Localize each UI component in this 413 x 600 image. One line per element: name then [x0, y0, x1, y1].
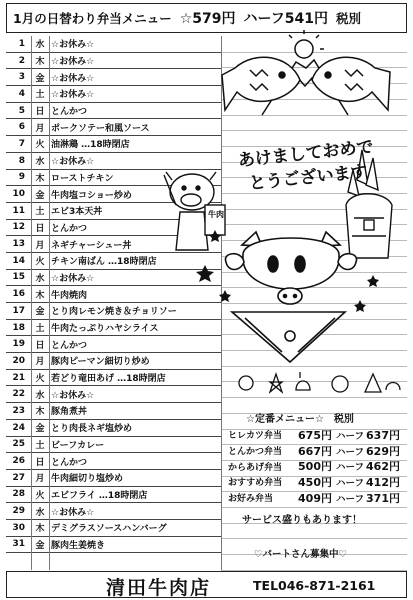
- weekday-label: 日: [35, 223, 45, 234]
- cow-mascot-icon: [225, 232, 356, 362]
- weekday-label: 月: [35, 474, 45, 485]
- weekday-label: 火: [35, 374, 45, 385]
- header-price-full: ☆579円: [179, 11, 236, 27]
- menu-item-name: デミグラスソースハンバーグ: [51, 524, 167, 535]
- day-number: 10: [12, 189, 25, 200]
- fixed-menu-price: 675円: [298, 428, 332, 442]
- fixed-menu-row: [228, 427, 408, 443]
- service-note: サービス盛りもあります！: [242, 515, 362, 526]
- fixed-menu-price: 667円: [298, 444, 332, 458]
- day-number: 25: [12, 439, 25, 450]
- menu-item-name: 牛肉たっぷりハヤシライス: [51, 324, 159, 335]
- weekday-label: 日: [35, 340, 45, 351]
- day-number: 18: [12, 322, 25, 333]
- menu-item-name: ☆お休み☆: [51, 390, 95, 401]
- weekday-label: 木: [35, 173, 45, 184]
- day-number: 9: [18, 172, 25, 183]
- half-size-price: 637円: [366, 428, 400, 442]
- weekday-label: 金: [35, 307, 45, 318]
- menu-item-name: ポークソテー和風ソース: [51, 123, 150, 134]
- fixed-menu-price: 450円: [298, 475, 332, 489]
- day-number: 27: [12, 472, 25, 483]
- day-number: 1: [18, 38, 25, 49]
- fixed-menu-title: ☆定番メニュー☆ 税別: [246, 414, 354, 425]
- new-year-ornaments-icon: [239, 372, 400, 392]
- fixed-menu-row: [228, 458, 408, 474]
- menu-item-name: とんかつ: [51, 457, 88, 468]
- menu-item-name: ☆お休み☆: [51, 157, 95, 168]
- menu-item-name: ☆お休み☆: [51, 507, 95, 518]
- menu-item-name: 油淋鶏 …18時閉店: [51, 140, 130, 151]
- menu-item-name: とんかつ: [51, 107, 88, 118]
- weekday-label: 金: [35, 190, 45, 201]
- half-size-label: ハーフ: [335, 493, 364, 505]
- menu-item-name: 豚肉生姜焼き: [51, 540, 106, 551]
- weekday-label: 水: [35, 273, 45, 284]
- weekday-label: 金: [35, 540, 45, 551]
- weekday-label: 日: [35, 107, 45, 118]
- day-number: 17: [12, 305, 25, 316]
- weekday-label: 土: [35, 324, 45, 335]
- weekday-label: 木: [35, 524, 45, 535]
- greeting-text: あけましておめでとうございます: [237, 137, 375, 195]
- weekday-label: 火: [35, 257, 45, 268]
- day-number: 4: [18, 88, 25, 99]
- half-size-price: 629円: [366, 444, 400, 458]
- fixed-menu-row: [228, 443, 408, 459]
- day-number: 11: [12, 205, 25, 216]
- weekday-label: 月: [35, 240, 45, 251]
- half-size-label: ハーフ: [335, 462, 364, 474]
- part-time-recruit-note: ♡パートさん募集中♡: [254, 549, 348, 560]
- weekday-label: 火: [35, 490, 45, 501]
- menu-item-name: 牛肉細切り塩炒め: [51, 474, 124, 485]
- menu-item-name: ☆お休み☆: [51, 90, 95, 101]
- fixed-menu-name: おすすめ弁当: [228, 478, 283, 489]
- weekday-label: 土: [35, 440, 45, 451]
- day-number: 20: [12, 355, 25, 366]
- weekday-label: 月: [35, 123, 45, 134]
- menu-item-name: とんかつ: [51, 223, 88, 234]
- day-number: 6: [18, 122, 25, 133]
- sea-bream-icon: [312, 57, 390, 110]
- fixed-menu-name: お好み弁当: [228, 494, 274, 505]
- fixed-menu-list: [228, 427, 408, 505]
- menu-item-name: ビーフカレー: [51, 440, 105, 451]
- day-number: 2: [18, 55, 25, 66]
- weekday-label: 水: [35, 157, 45, 168]
- half-size-label: ハーフ: [335, 446, 364, 458]
- half-size-label: ハーフ: [335, 430, 364, 442]
- weekday-label: 木: [35, 407, 45, 418]
- weekday-label: 水: [35, 390, 45, 401]
- telephone-number: TEL046-871-2161: [253, 578, 376, 593]
- day-number: 23: [12, 405, 25, 416]
- fixed-menu-row: [228, 490, 408, 506]
- menu-item-name: エビフライ …18時閉店: [51, 490, 148, 501]
- menu-item-name: 若どり竜田あげ …18時閉店: [51, 374, 166, 385]
- menu-item-name: ☆お休み☆: [51, 40, 95, 51]
- fixed-menu-name: とんかつ弁当: [228, 447, 283, 458]
- header-tax: 税別: [336, 11, 362, 26]
- day-number: 7: [18, 138, 25, 149]
- weekday-label: 月: [35, 357, 45, 368]
- day-number: 29: [12, 506, 25, 517]
- menu-item-name: 豚肉ピーマン細切り炒め: [51, 357, 150, 368]
- weekday-label: 火: [35, 140, 45, 151]
- sea-bream-icon: [222, 57, 300, 110]
- header-price-half: ハーフ541円: [243, 11, 329, 27]
- fixed-menu-price: 409円: [298, 491, 332, 505]
- day-number: 28: [12, 489, 25, 500]
- day-number: 5: [18, 105, 25, 116]
- fixed-menu-name: ヒレカツ弁当: [228, 431, 283, 442]
- menu-item-name: 牛肉焼肉: [51, 290, 88, 301]
- weekday-label: 土: [35, 90, 45, 101]
- weekday-label: 水: [35, 40, 45, 51]
- day-number: 3: [18, 72, 25, 83]
- menu-item-name: とり肉レモン焼き＆チョリソー: [51, 307, 177, 318]
- day-number: 19: [12, 339, 25, 350]
- sign-label: 牛肉: [208, 210, 224, 219]
- weekday-label: 日: [35, 457, 45, 468]
- weekday-label: 水: [35, 507, 45, 518]
- day-number: 13: [12, 239, 25, 250]
- menu-item-name: 豚角煮丼: [51, 407, 88, 418]
- half-size-price: 371円: [366, 491, 400, 505]
- menu-item-name: ☆お休み☆: [51, 73, 95, 84]
- weekday-label: 木: [35, 290, 45, 301]
- menu-item-name: チキン南ばん …18時閉店: [51, 257, 157, 268]
- day-number: 15: [12, 272, 25, 283]
- shop-name: 清田牛肉店: [106, 577, 212, 599]
- day-number: 12: [12, 222, 25, 233]
- menu-item-name: ☆お休み☆: [51, 273, 95, 284]
- menu-item-name: ローストチキン: [51, 173, 114, 184]
- fixed-menu-row: [228, 474, 408, 490]
- day-number: 22: [12, 389, 25, 400]
- weekday-label: 金: [35, 73, 45, 84]
- day-number: 31: [12, 539, 25, 550]
- day-number: 26: [12, 456, 25, 467]
- weekday-label: 土: [35, 207, 45, 218]
- half-size-label: ハーフ: [335, 477, 364, 489]
- menu-item-name: とんかつ: [51, 340, 88, 351]
- half-size-price: 462円: [366, 460, 400, 474]
- fixed-menu-name: からあげ弁当: [228, 462, 283, 473]
- menu-item-name: 牛肉塩コショー炒め: [51, 190, 132, 201]
- weekday-label: 木: [35, 57, 45, 68]
- menu-item-name: ネギチャーシュー丼: [51, 240, 132, 251]
- day-number: 16: [12, 289, 25, 300]
- menu-item-name: エビ3本天丼: [51, 207, 103, 218]
- menu-item-name: ☆お休み☆: [51, 57, 95, 68]
- header-title: 1月の日替わり弁当メニュー: [13, 11, 172, 26]
- half-size-price: 412円: [366, 475, 400, 489]
- day-number: 21: [12, 372, 25, 383]
- day-number: 14: [12, 255, 25, 266]
- day-number: 30: [12, 522, 25, 533]
- day-number: 8: [18, 155, 25, 166]
- menu-item-name: とり肉長ネギ塩炒め: [51, 424, 133, 435]
- fixed-menu-price: 500円: [298, 460, 332, 474]
- weekday-label: 金: [35, 424, 45, 435]
- day-number: 24: [12, 422, 25, 433]
- footer-bar: [6, 571, 407, 598]
